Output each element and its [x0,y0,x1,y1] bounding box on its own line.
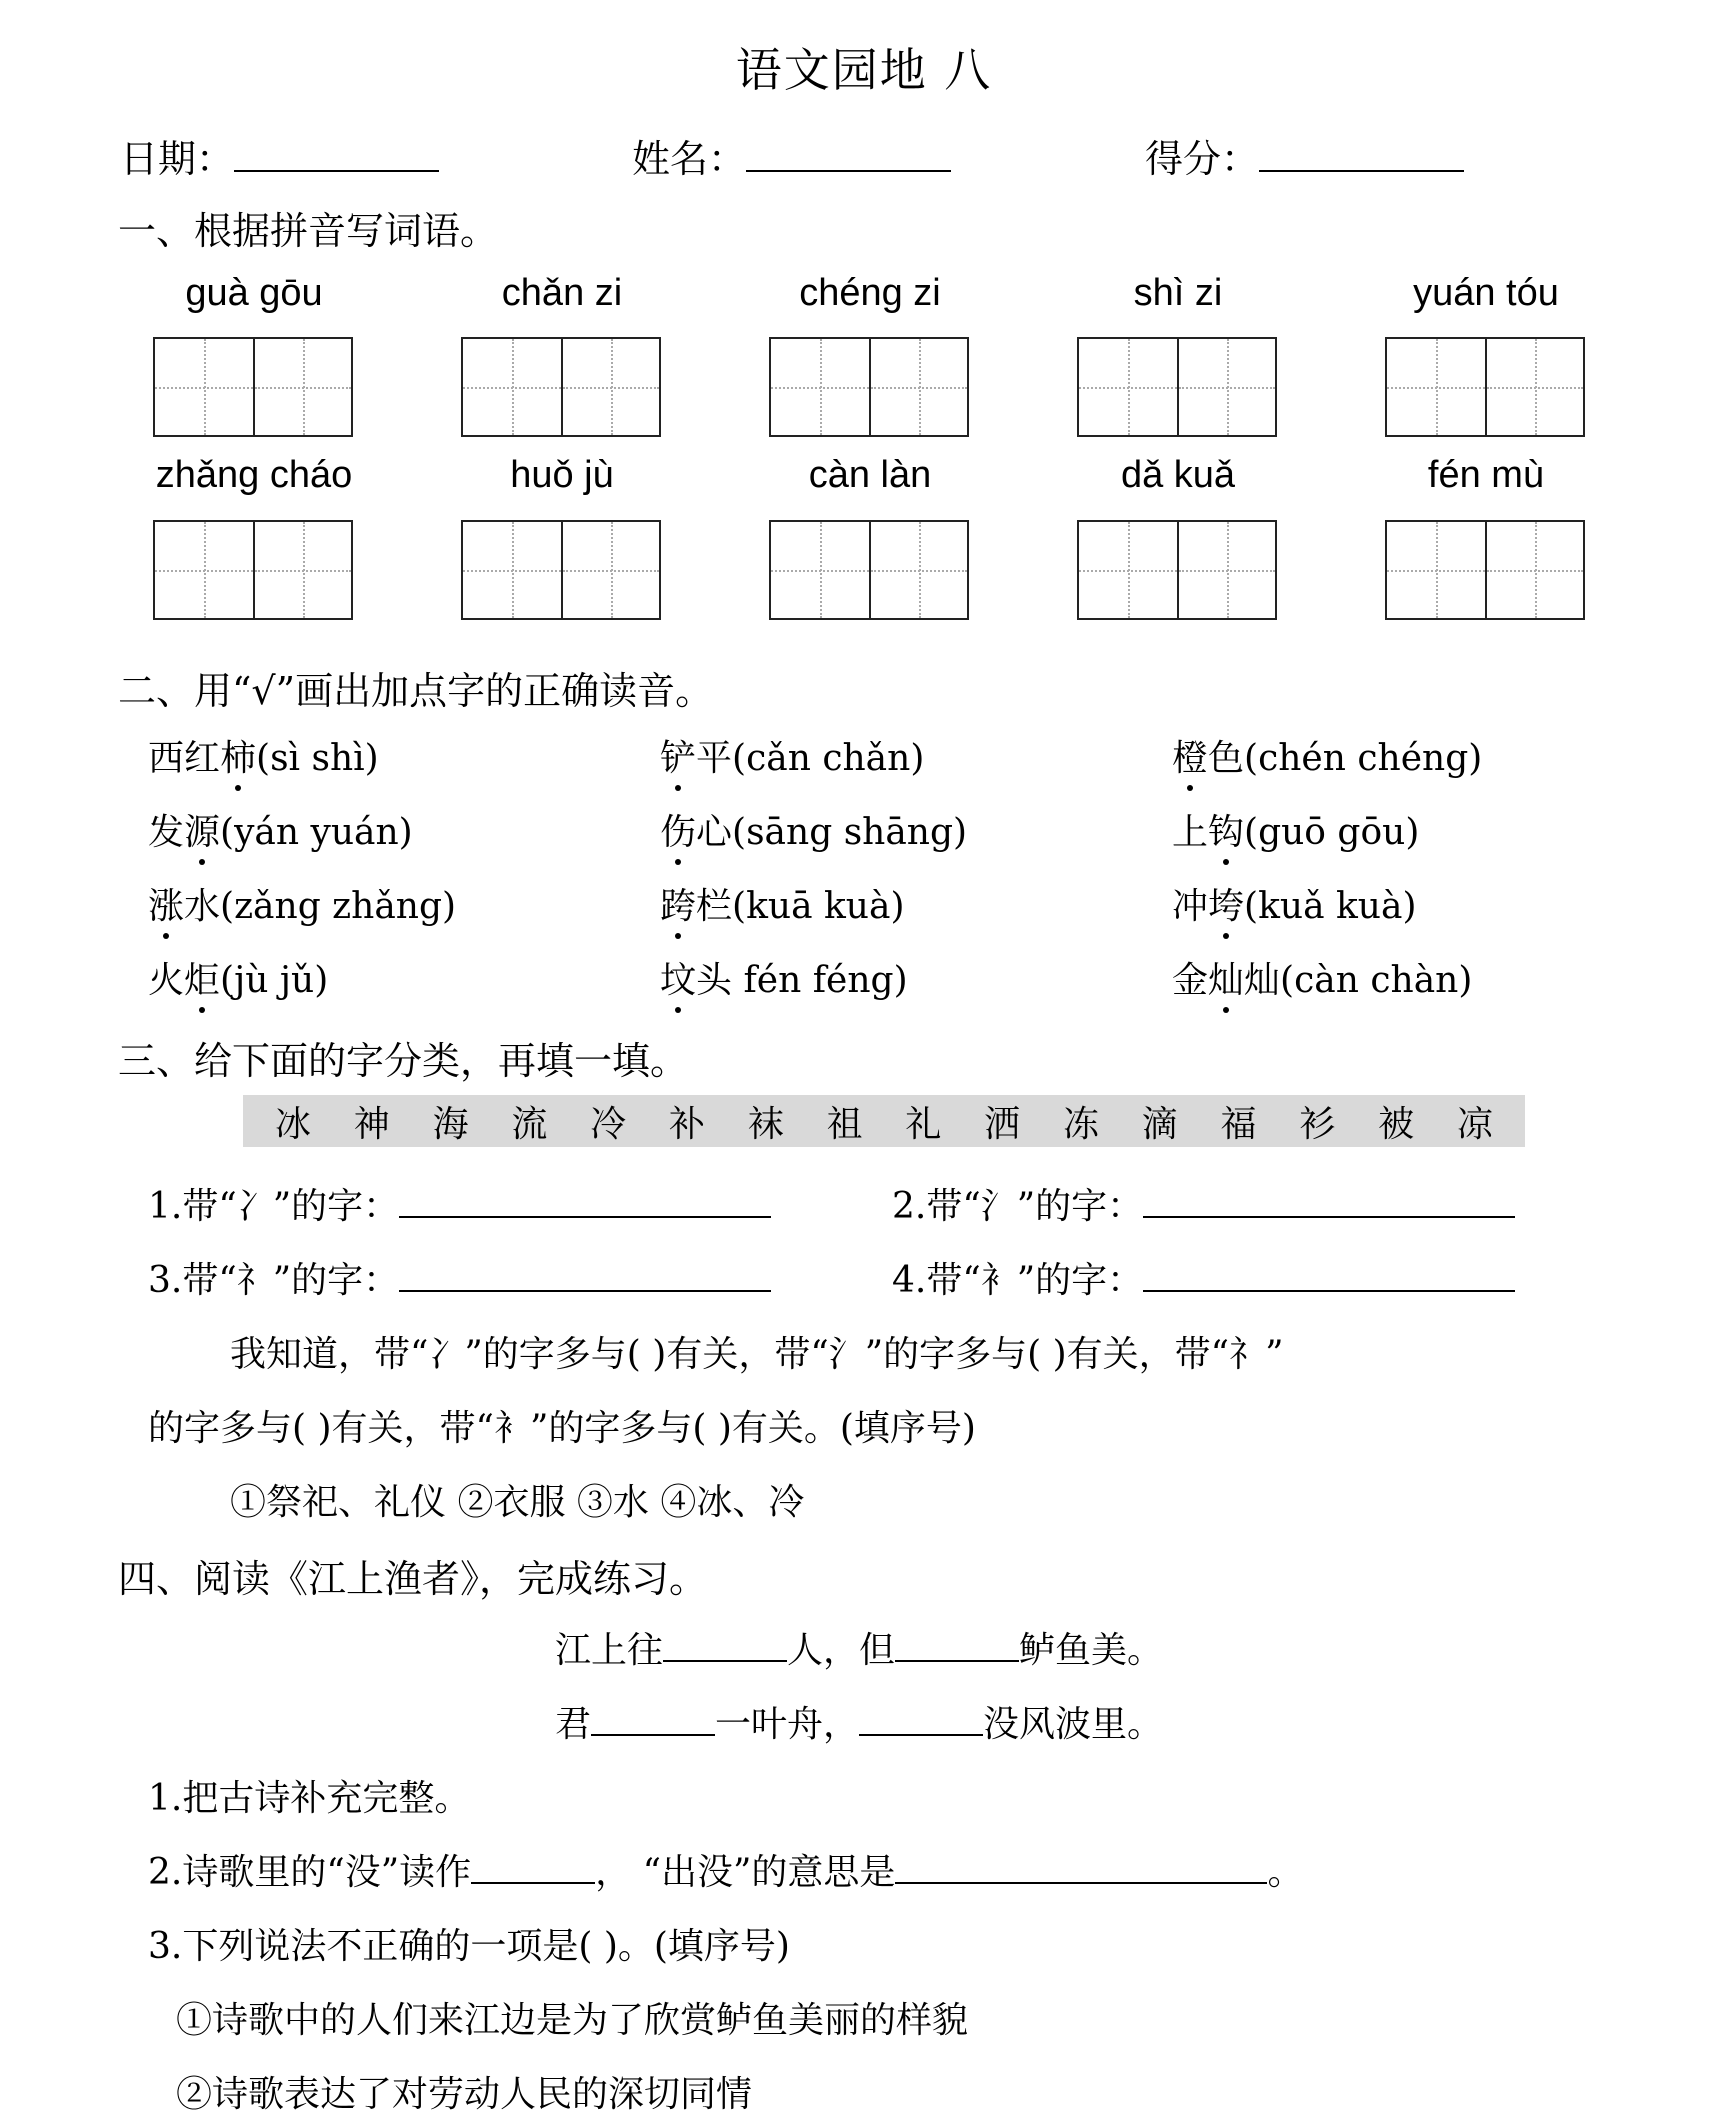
reading-item [1172,730,1482,781]
bank-character: 神 [353,1103,390,1145]
writing-grid[interactable] [461,520,661,620]
bank-character: 流 [511,1103,548,1145]
grid-cell[interactable] [561,522,659,618]
section3-heading: 三、给下面的字分类，再填一填。 [118,1039,689,1083]
dotted-character: 涨 [148,878,184,929]
word-text: 发 [148,812,185,853]
question-label: 2.带“氵”的字： [892,1186,1144,1227]
grid-cell[interactable] [463,522,561,618]
word-text: 色 [1208,738,1245,779]
pinyin-label: fén mù [1427,454,1545,496]
poem-blank[interactable] [663,1659,787,1662]
writing-grid[interactable] [769,337,969,437]
pinyin-options[interactable]: (sāng shāng) [732,812,968,853]
pinyin-options[interactable]: (yán yuán) [220,812,413,853]
dotted-character: 橙 [1172,730,1208,781]
word-text: 灿 [1244,960,1281,1001]
reading-item [660,804,967,855]
reading-item [148,952,328,1003]
reading-item [660,952,908,1003]
word-text: 上 [1172,812,1209,853]
grid-cell[interactable] [561,339,659,435]
section1-heading: 一、根据拼音写词语。 [118,209,499,253]
dotted-character: 铲 [660,730,696,781]
word-text: 火 [148,960,185,1001]
writing-grid[interactable] [1077,337,1277,437]
bank-character: 滴 [1141,1103,1178,1145]
grid-cell[interactable] [1387,339,1485,435]
question-label: 3.带“礻”的字： [148,1260,400,1301]
score-blank[interactable] [1259,169,1464,172]
poem-blank[interactable] [895,1659,1019,1662]
pinyin-options[interactable]: (kuā kuà) [732,886,905,927]
reading-option-2: ②诗歌表达了对劳动人民的深切同情 [176,2074,753,2115]
word-text: 栏 [696,886,733,927]
classify-question-1 [148,1178,771,1229]
word-text: 冲 [1172,886,1209,927]
pinyin-label: guà gōu [185,272,323,314]
bank-character: 衫 [1299,1103,1336,1145]
question-label: 4.带“衤”的字： [892,1260,1144,1301]
pinyin-label: huǒ jù [510,454,614,496]
writing-grid[interactable] [153,337,353,437]
date-label: 日期： [120,137,235,181]
reading-item [660,878,905,929]
reading-option-1: ①诗歌中的人们来江边是为了欣赏鲈鱼美丽的样貌 [176,2000,969,2041]
reading-item [148,878,456,929]
reading-item [660,730,924,781]
dotted-character: 坟 [660,952,696,1003]
character-bank [243,1095,1525,1147]
name-field [632,128,951,183]
answer-options: ①祭祀、礼仪 ②衣服 ③水 ④冰、冷 [230,1482,805,1523]
poem-text: 江上往 [555,1630,664,1671]
answer-blank[interactable] [895,1881,1267,1884]
reading-item [148,730,379,781]
pinyin-label: yuán tóu [1413,272,1559,314]
word-text: 头 [696,960,733,1001]
word-text: 西红 [148,738,221,779]
grid-cell[interactable] [1387,522,1485,618]
grid-cell[interactable] [869,339,967,435]
reading-question-2 [148,1844,1303,1895]
pinyin-label: chǎn zi [501,272,623,314]
grid-cell[interactable] [463,339,561,435]
bank-character: 祖 [826,1103,863,1145]
poem-blank[interactable] [859,1733,983,1736]
grid-cell[interactable] [253,522,351,618]
writing-grid[interactable] [1385,520,1585,620]
answer-blank[interactable] [471,1881,595,1884]
reading-question-1: 1.把古诗补充完整。 [148,1778,471,1819]
bank-character: 海 [432,1103,469,1145]
name-blank[interactable] [746,169,951,172]
section2-heading: 二、用“√”画出加点字的正确读音。 [118,669,714,713]
question-text: 2.诗歌里的“没”读作 [148,1852,472,1893]
answer-blank[interactable] [1143,1215,1515,1218]
bank-character: 福 [1220,1103,1257,1145]
grid-cell[interactable] [771,339,869,435]
reading-question-3: 3.下列说法不正确的一项是( )。(填序号) [148,1926,790,1967]
pinyin-label: zhǎng cháo [155,454,353,496]
grid-cell[interactable] [1177,339,1275,435]
bank-character: 冻 [1062,1103,1099,1145]
dotted-character: 源 [184,804,220,855]
bank-character: 袜 [747,1103,784,1145]
poem-blank[interactable] [591,1733,715,1736]
grid-cell[interactable] [869,522,967,618]
section4-heading: 四、阅读《江上渔者》，完成练习。 [118,1557,708,1601]
fill-paragraph-line1: 我知道，带“冫”的字多与( )有关，带“氵”的字多与( )有关，带“礻” [230,1334,1284,1375]
writing-grid[interactable] [1385,337,1585,437]
word-text: 平 [696,738,733,779]
pinyin-label: càn làn [808,454,932,496]
score-label: 得分： [1145,137,1260,181]
bank-character: 补 [668,1103,705,1145]
dotted-character: 灿 [1208,952,1244,1003]
score-field [1145,128,1464,183]
writing-grid[interactable] [461,337,661,437]
poem-text: 一叶舟， [715,1704,860,1745]
pinyin-options[interactable]: (kuǎ kuà) [1244,886,1417,927]
dotted-character: 跨 [660,878,696,929]
word-text: 金 [1172,960,1209,1001]
poem-line-1 [555,1622,1163,1673]
dotted-character: 炬 [184,952,220,1003]
bank-character: 洒 [984,1103,1021,1145]
classify-question-2 [892,1178,1515,1229]
word-text: 水 [184,886,221,927]
grid-cell[interactable] [1485,522,1583,618]
writing-grid[interactable] [1077,520,1277,620]
reading-item [1172,952,1472,1003]
poem-text: 人，但 [787,1630,896,1671]
pinyin-label: dǎ kuǎ [1120,454,1236,496]
grid-cell[interactable] [155,522,253,618]
pinyin-options[interactable]: (zǎng zhǎng) [220,886,457,927]
bank-character: 礼 [905,1103,942,1145]
bank-character: 冷 [590,1103,627,1145]
poem-line-2 [555,1696,1163,1747]
reading-item [148,804,413,855]
pinyin-options[interactable]: (guō gōu) [1244,812,1420,853]
classify-question-3 [148,1252,771,1303]
pinyin-options[interactable]: (càn chàn) [1280,960,1473,1001]
dotted-character: 钩 [1208,804,1244,855]
pinyin-options[interactable]: fén féng) [732,960,908,1001]
answer-blank[interactable] [399,1215,771,1218]
date-blank[interactable] [234,169,439,172]
writing-grid[interactable] [153,520,353,620]
poem-text: 鲈鱼美。 [1019,1630,1164,1671]
pinyin-label: shì zi [1133,272,1223,314]
page-title: 语文园地 八 [735,43,993,97]
question-text: 。 [1267,1852,1304,1893]
dotted-character: 柿 [220,730,256,781]
word-text: 心 [696,812,733,853]
pinyin-options[interactable]: (sì shì) [256,738,379,779]
grid-cell[interactable] [771,522,869,618]
grid-cell[interactable] [1079,522,1177,618]
pinyin-options[interactable]: (cǎn chǎn) [732,738,925,779]
pinyin-options[interactable]: (chén chéng) [1244,738,1483,779]
grid-cell[interactable] [1177,522,1275,618]
date-field [120,128,439,183]
bank-character: 凉 [1456,1103,1493,1145]
reading-item [1172,804,1419,855]
writing-grid[interactable] [769,520,969,620]
dotted-character: 伤 [660,804,696,855]
reading-item [1172,878,1417,929]
grid-cell[interactable] [155,339,253,435]
pinyin-label: chéng zi [799,272,941,314]
question-label: 1.带“冫”的字： [148,1186,400,1227]
pinyin-options[interactable]: (jù jǔ) [220,960,329,1001]
classify-question-4 [892,1252,1515,1303]
bank-character: 冰 [274,1103,311,1145]
poem-text: 没风波里。 [983,1704,1164,1745]
grid-cell[interactable] [1485,339,1583,435]
fill-paragraph-line2: 的字多与( )有关，带“衤”的字多与( )有关。(填序号) [148,1408,976,1449]
grid-cell[interactable] [1079,339,1177,435]
poem-text: 君 [555,1704,592,1745]
answer-blank[interactable] [399,1289,771,1292]
dotted-character: 垮 [1208,878,1244,929]
answer-blank[interactable] [1143,1289,1515,1292]
name-label: 姓名： [632,137,747,181]
question-text: ， “出没”的意思是 [595,1852,896,1893]
grid-cell[interactable] [253,339,351,435]
bank-character: 被 [1378,1103,1415,1145]
